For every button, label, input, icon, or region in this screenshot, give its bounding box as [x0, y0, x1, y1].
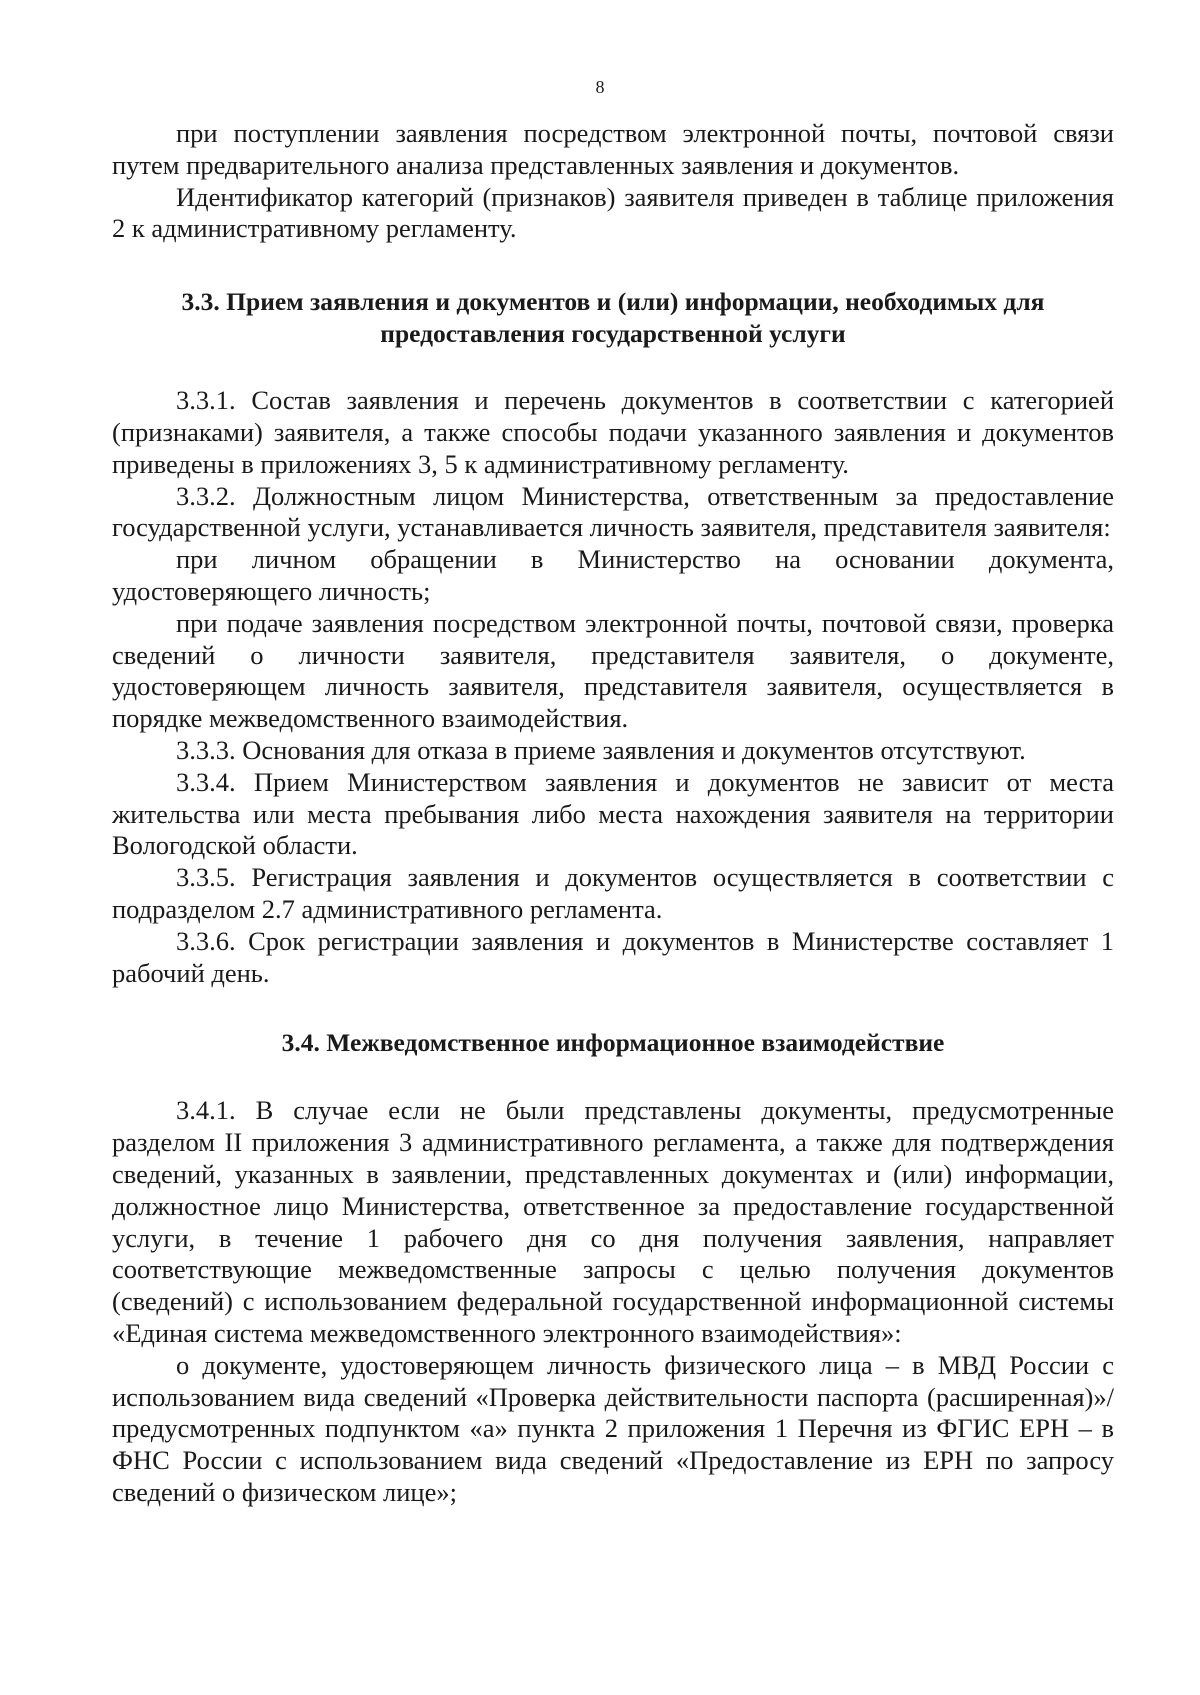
section-3-4-heading: 3.4. Межведомственное информационное взаимодействие	[281, 1028, 945, 1058]
paragraph-3-3-2: 3.3.2. Должностным лицом Министерства, ответственным за предоставление государственной услуги, устанавливается личность заявителя, представителя заявителя:	[112, 480, 1114, 543]
paragraph-3-4-1: 3.4.1. В случае если не были представлены документы, предусмотренные разделом II приложения 3 административного регламента, а также для подтверждения сведений, указанных в заявлении, представленных документах и (или) информации, должностное лицо Министерства, ответственное за предоставление государственной услуги, в течение 1 рабочего дня со дня получения заявления, направляет соответствующие межведомственные запросы с целью получения документов (сведений) с использованием федеральной государственной информационной системы «Единая система межведомственного электронного взаимодействия»:	[112, 1095, 1114, 1348]
paragraph-3-3-2-personal: при личном обращении в Министерство на основании документа, удостоверяющего личность;	[112, 544, 1114, 606]
paragraph-3-3-4: 3.3.4. Прием Министерством заявления и документов не зависит от места жительства или места пребывания либо места нахождения заявителя на территории Вологодской области.	[112, 766, 1114, 861]
intro-paragraph-1: при поступлении заявления посредством электронной почты, почтовой связи путем предварительного анализа представленных заявления и документов.	[112, 118, 1114, 180]
paragraph-3-3-1: 3.3.1. Состав заявления и перечень документов в соответствии с категорией (признаками) заявителя, а также способы подачи указанного заявления и документов приведены в приложениях 3, 5 к административному регламенту.	[112, 385, 1114, 479]
page-content	[112, 118, 1114, 1509]
paragraph-3-4-1-identity-document: о документе, удостоверяющем личность физического лица – в МВД России с использованием вида сведений «Проверка действительности паспорта (расширенная)»/предусмотренных подпунктом «а» пункта 2 приложения 1 Перечня из ФГИС ЕРН – в ФНС России с использованием вида сведений «Предоставление из ЕРН по запросу сведений о физическом лице»;	[112, 1349, 1114, 1507]
section-3-3-heading: 3.3. Прием заявления и документов и (или) информации, необходимых для предоставления государственной услуги	[181, 287, 1045, 349]
paragraph-3-3-2-mail: при подаче заявления посредством электронной почты, почтовой связи, проверка сведений о личности заявителя, представителя заявителя, о документе, удостоверяющем личность заявителя, представителя заявителя, осуществляется в порядке межведомственного взаимодействия.	[112, 607, 1114, 734]
paragraph-3-3-5: 3.3.5. Регистрация заявления и документов осуществляется в соответствии с подразделом 2.7 административного регламента.	[112, 862, 1114, 924]
intro-paragraph-2: Идентификатор категорий (признаков) заявителя приведен в таблице приложения 2 к административному регламенту.	[112, 181, 1114, 244]
paragraph-3-3-6: 3.3.6. Срок регистрации заявления и документов в Министерстве составляет 1 рабочий день.	[112, 925, 1114, 988]
paragraph-3-3-3: 3.3.3. Основания для отказа в приеме заявления и документов отсутствуют.	[176, 734, 1026, 765]
page-number: 8	[595, 77, 605, 97]
